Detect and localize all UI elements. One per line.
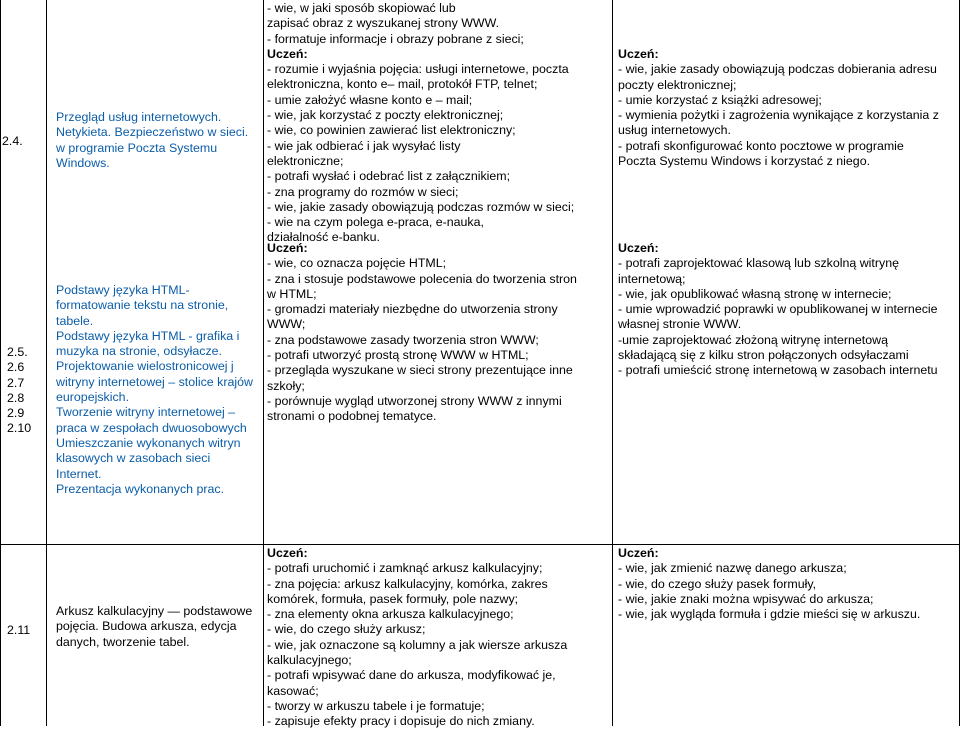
content-line: - zna programy do rozmów w sieci; xyxy=(267,184,459,199)
row-divider xyxy=(0,544,960,545)
content-line: - zapisuje efekty pracy i dopisuje do nich zmiany. xyxy=(267,714,535,729)
content-line: Poczta Systemu Windows i korzystać z niego. xyxy=(618,154,871,169)
content-line: - wie, do czego służy arkusz; xyxy=(267,622,426,637)
topic-line: tabele. xyxy=(56,313,94,328)
content-line: - wie na czym polega e-praca, e-nauka, xyxy=(267,215,484,230)
content-line: komórek, formuła, pasek formuły, pole nazwy; xyxy=(267,591,519,606)
content-line: - wie, jakie znaki można wpisywać do arkusza; xyxy=(618,591,874,606)
content-line: - zna i stosuje podstawowe polecenia do tworzenia stron xyxy=(267,271,577,286)
extra-requirements-cell xyxy=(618,47,958,169)
content-line: - gromadzi materiały niezbędne do utworzenia strony xyxy=(267,302,558,317)
extra-requirements-cell xyxy=(618,546,958,622)
content-line: - rozumie i wyjaśnia pojęcia: usługi internetowe, poczta xyxy=(267,62,569,77)
content-line: - wie, jakie zasady obowiązują podczas rozmów w sieci; xyxy=(267,199,575,214)
content-line: - wie, jak oznaczone są kolumny a jak wiersze arkusza xyxy=(267,637,568,652)
lesson-number: 2.8 xyxy=(7,390,25,405)
topic-line: muzyka na stronie, odsyłacze. xyxy=(56,344,222,359)
content-heading: Uczeń: xyxy=(267,546,308,560)
lesson-number-cell xyxy=(7,345,45,437)
content-line: stronami o podobnej tematyce. xyxy=(267,409,437,424)
lesson-number: 2.9 xyxy=(7,406,25,421)
content-line: - zna pojęcia: arkusz kalkulacyjny, komórka, zakres xyxy=(267,576,548,591)
topic-cell xyxy=(56,110,262,171)
content-line: - przegląda wyszukane w sieci strony prezentujące inne xyxy=(267,363,573,378)
content-line: - tworzy w arkuszu tabele i je formatuje; xyxy=(267,698,485,713)
lesson-number: 2.5. xyxy=(7,345,28,359)
column-divider xyxy=(46,0,47,726)
content-line: własnej stronie WWW. xyxy=(618,317,742,332)
content-line: składającą się z kilku stron połączonych odsyłaczami xyxy=(618,348,909,363)
extra-requirements-cell xyxy=(618,241,958,379)
content-heading: Uczeń: xyxy=(267,241,308,255)
column-divider xyxy=(263,0,264,726)
content-line: - potrafi zaprojektować klasową lub szkolną witrynę xyxy=(618,256,899,271)
content-line: działalność e-banku. xyxy=(267,230,380,245)
topic-cell xyxy=(56,604,262,650)
content-line: - potrafi utworzyć prostą stronę WWW w HTML; xyxy=(267,348,529,363)
topic-line: Netykieta. Bezpieczeństwo w sieci. xyxy=(56,125,249,140)
content-heading: Uczeń: xyxy=(618,47,659,61)
topic-line: Internet. xyxy=(56,466,102,481)
lesson-number: 2.11 xyxy=(7,623,31,637)
content-line: internetową; xyxy=(618,271,686,286)
lesson-number: 2.10 xyxy=(7,421,32,436)
content-line: - porównuje wygląd utworzonej strony WWW z innymi xyxy=(267,393,562,408)
lesson-number: 2.4. xyxy=(2,134,23,148)
lesson-number-cell xyxy=(2,134,44,149)
content-line: - potrafi skonfigurować konto pocztowe w programie xyxy=(618,138,904,153)
content-line: zapisać obraz z wyszukanej strony WWW. xyxy=(267,16,500,31)
content-line: - potrafi umieścić stronę internetową w zasobach internetu xyxy=(618,363,938,378)
topic-line: Windows. xyxy=(56,155,110,170)
content-line: - potrafi wysłać i odebrać list z załącznikiem; xyxy=(267,169,511,184)
content-line: - wie, jakie zasady obowiązują podczas dobierania adresu xyxy=(618,62,937,77)
content-line: szkoły; xyxy=(267,378,305,393)
lesson-number: 2.6 xyxy=(7,360,25,375)
content-heading: Uczeń: xyxy=(618,241,659,255)
topic-line: Umieszczanie wykonanych witryn xyxy=(56,435,241,450)
topic-line: klasowych w zasobach sieci xyxy=(56,451,211,466)
topic-line: Projektowanie wielostronicowej j xyxy=(56,359,234,374)
topic-line: formatowanie tekstu na stronie, xyxy=(56,298,229,313)
content-line: WWW; xyxy=(267,317,306,332)
content-line: - wie, jak opublikować własną stronę w internecie; xyxy=(618,286,892,301)
content-line: kasować; xyxy=(267,683,319,698)
content-line: w HTML; xyxy=(267,286,317,301)
content-line: - wie, do czego służy pasek formuły, xyxy=(618,576,817,591)
topic-line: Tworzenie witryny internetowej – xyxy=(56,405,236,420)
content-line: - umie korzystać z książki adresowej; xyxy=(618,92,822,107)
table-border-left xyxy=(0,0,1,726)
content-cell xyxy=(267,241,611,425)
topic-line: Podstawy języka HTML - grafika i xyxy=(56,328,240,343)
content-line: poczty elektronicznej; xyxy=(618,77,737,92)
content-line: - zna elementy okna arkusza kalkulacyjnego; xyxy=(267,607,514,622)
content-line: - wie, jak korzystać z poczty elektronicznej; xyxy=(267,108,504,123)
lesson-number-cell xyxy=(7,623,45,638)
content-line: - potrafi wpisywać dane do arkusza, modyfikować je, xyxy=(267,668,556,683)
topic-line: pojęcia. Budowa arkusza, edycja xyxy=(56,619,237,634)
content-line: elektroniczne; xyxy=(267,153,344,168)
content-heading: Uczeń: xyxy=(267,46,308,61)
topic-line: Prezentacja wykonanych prac. xyxy=(56,481,225,496)
content-line: - wie, co oznacza pojęcie HTML; xyxy=(267,256,447,271)
content-line: - potrafi uruchomić i zamknąć arkusz kalkulacyjny; xyxy=(267,561,543,576)
content-line: - umie założyć własne konto e – mail; xyxy=(267,92,473,107)
topic-line: Podstawy języka HTML- xyxy=(56,283,190,297)
topic-line: Przegląd usług internetowych. xyxy=(56,110,222,124)
content-line: - zna podstawowe zasady tworzenia stron WWW; xyxy=(267,332,539,347)
topic-line: danych, tworzenie tabel. xyxy=(56,634,190,649)
topic-line: w programie Poczta Systemu xyxy=(56,140,218,155)
content-line: - wie, jak zmienić nazwę danego arkusza; xyxy=(618,561,847,576)
content-line: -umie zaprojektować złożoną witrynę internetową xyxy=(618,332,888,347)
lesson-number: 2.7 xyxy=(7,375,25,390)
content-line: - wie, jak wygląda formuła i gdzie mieści się w arkuszu. xyxy=(618,607,921,622)
content-line: - wie jak odbierać i jak wysyłać listy xyxy=(267,138,461,153)
content-line: - umie wprowadzić poprawki w opublikowanej w internecie xyxy=(618,302,938,317)
topic-line: Arkusz kalkulacyjny — podstawowe xyxy=(56,604,253,618)
content-line: - formatuje informacje i obrazy pobrane z sieci; xyxy=(267,31,524,46)
topic-cell xyxy=(56,283,262,497)
content-line: - wie, co powinien zawierać list elektroniczny; xyxy=(267,123,516,138)
topic-line: praca w zespołach dwuosobowych xyxy=(56,420,247,435)
content-heading: Uczeń: xyxy=(618,546,659,560)
content-line: kalkulacyjnego; xyxy=(267,653,352,668)
content-line: - wymienia pożytki i zagrożenia wynikające z korzystania z xyxy=(618,108,939,123)
topic-line: europejskich. xyxy=(56,390,130,405)
content-line: - wie, w jaki sposób skopiować lub xyxy=(267,1,456,15)
content-cell xyxy=(267,1,611,246)
content-line: usług internetowych. xyxy=(618,123,731,138)
topic-line: witryny internetowej – stolice krajów xyxy=(56,374,253,389)
content-line: elektroniczna, konto e– mail, protokół FTP, telnet; xyxy=(267,77,538,92)
column-divider xyxy=(612,0,613,726)
content-cell xyxy=(267,546,611,730)
